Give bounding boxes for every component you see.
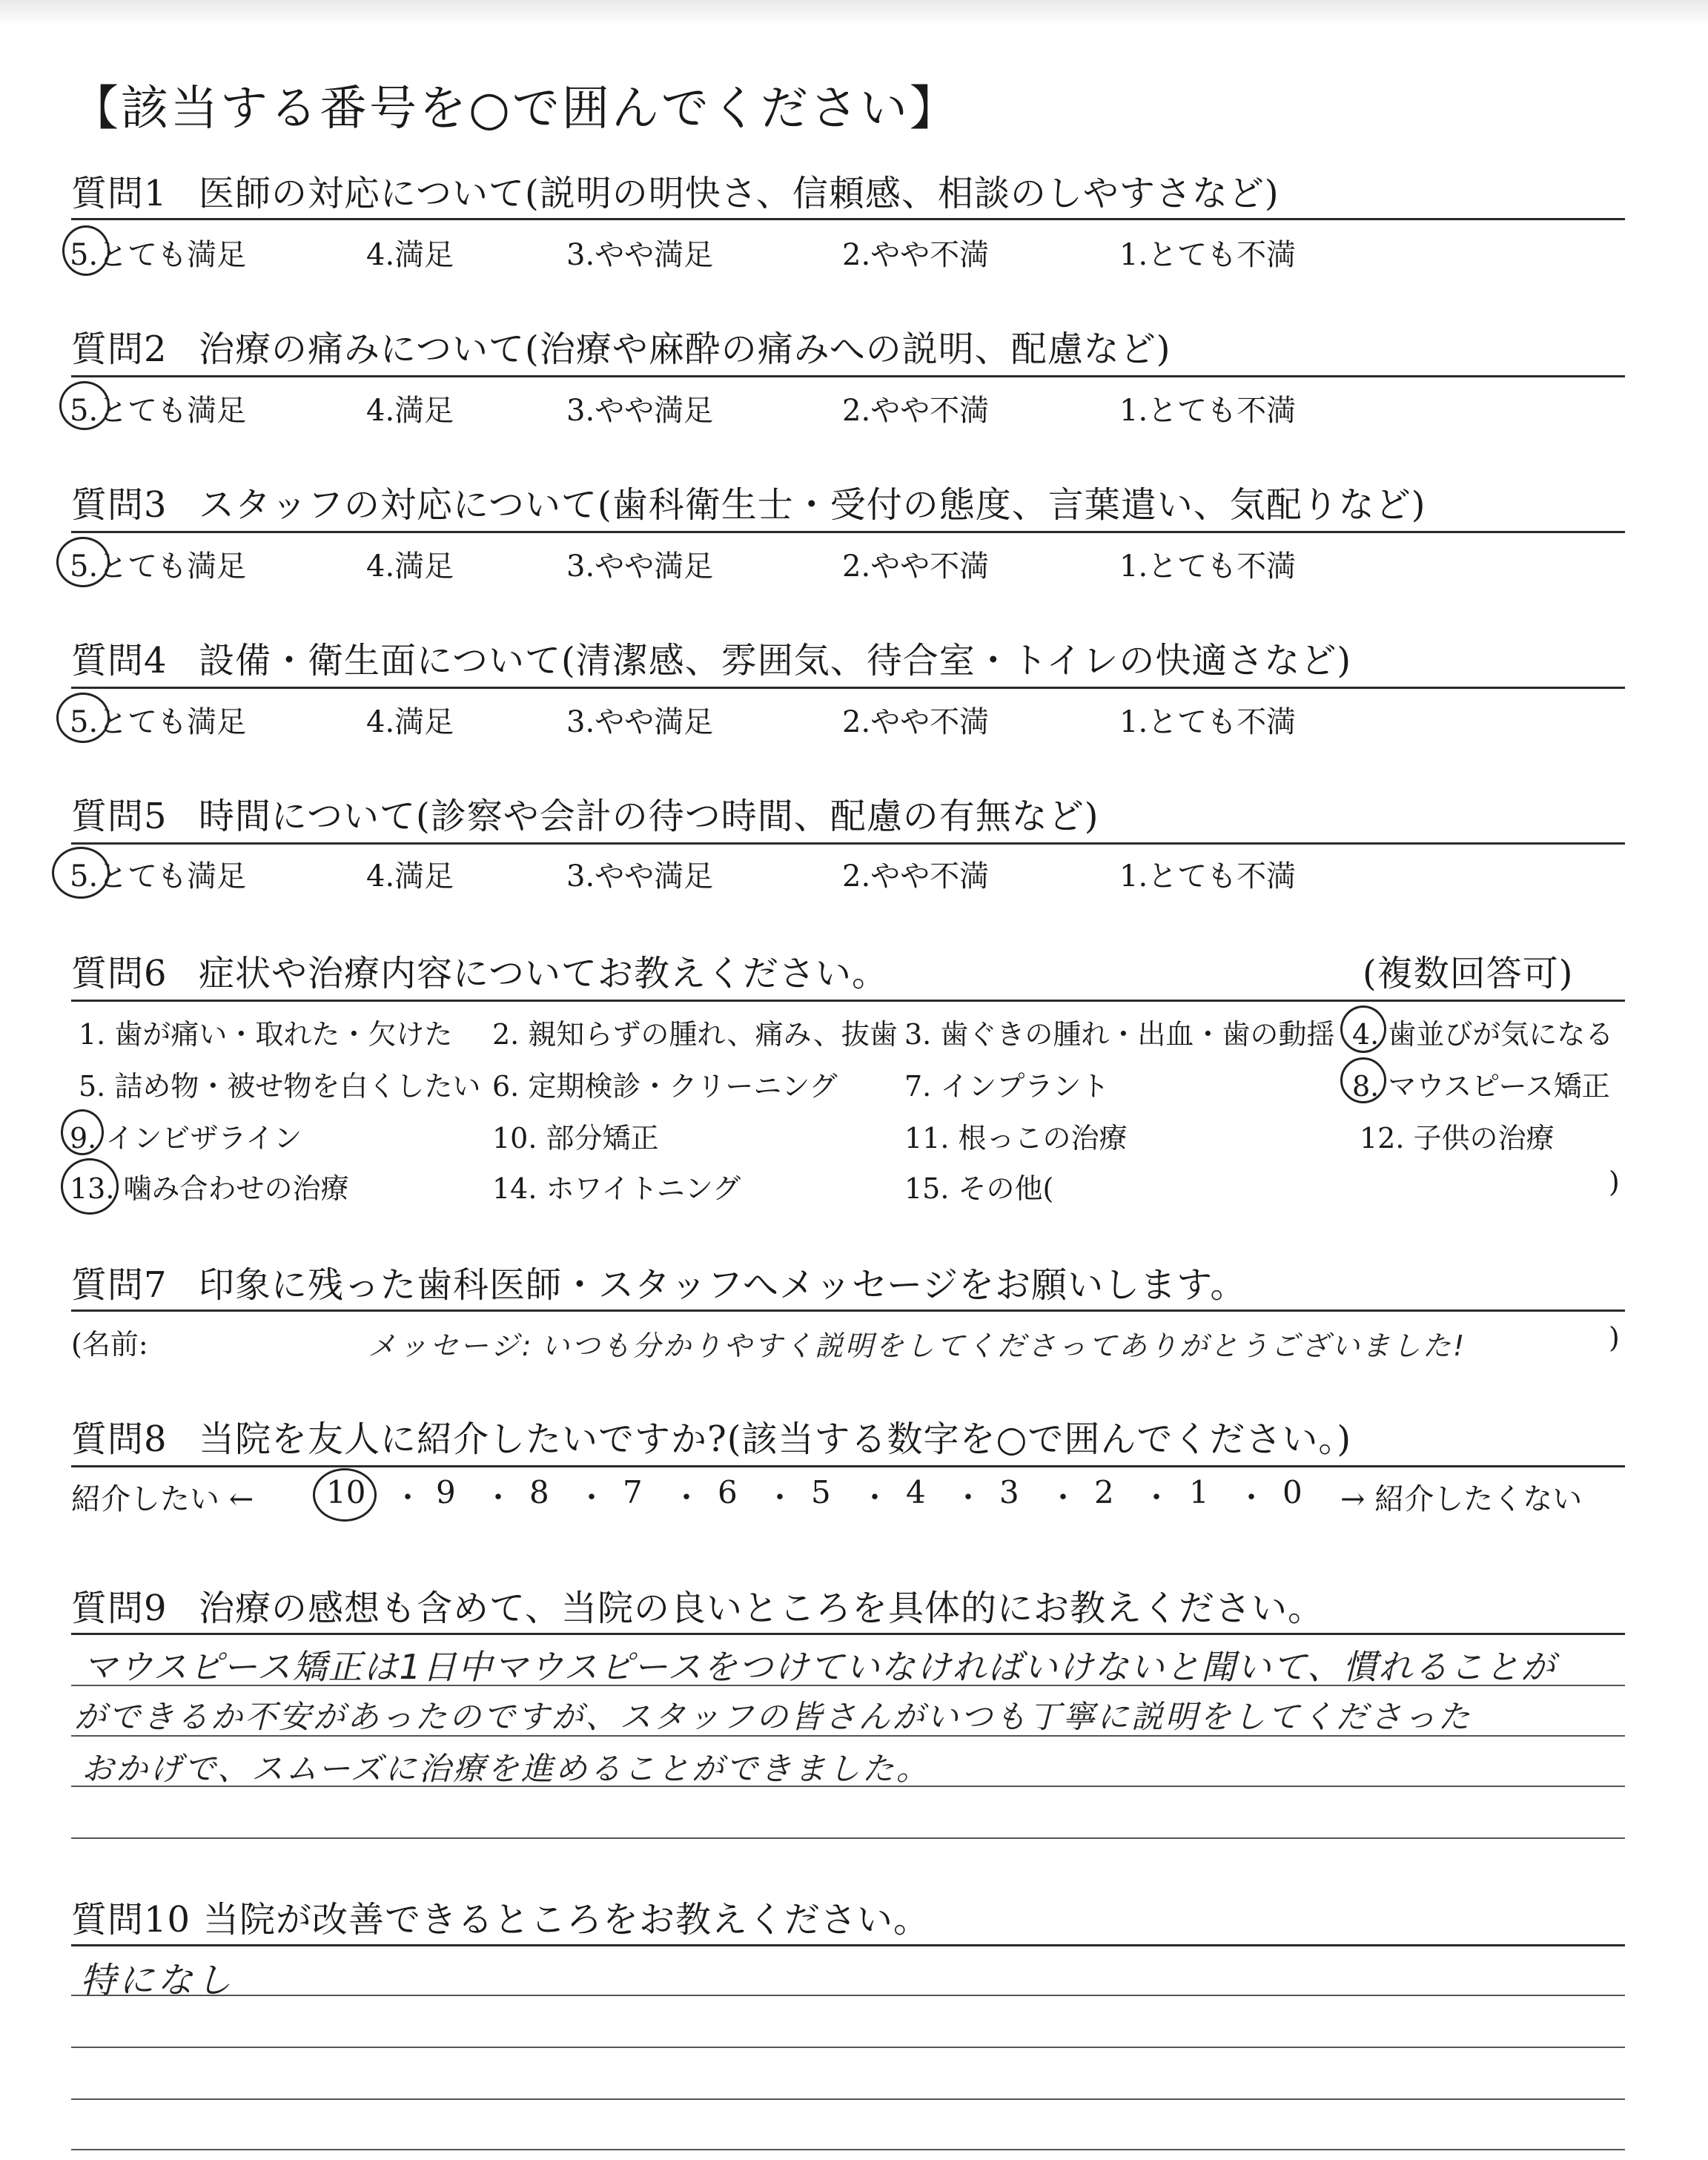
q9-answer-line-1: マウスピース矯正は1日中マウスピースをつけていなければいけないと聞いて、慣れることが [83, 1647, 1557, 1687]
question-9-number: 質問9 [71, 1588, 168, 1629]
q6-option-7[interactable]: 7. インプラント [904, 1070, 1110, 1103]
q4-option-4[interactable]: 4.満足 [366, 705, 454, 739]
q6-option-11[interactable]: 11. 根っこの治療 [904, 1122, 1128, 1155]
q8-scale-7[interactable]: 7 [623, 1474, 643, 1510]
q5-option-5[interactable]: 5.とても満足 [70, 859, 247, 894]
q6-option-1[interactable]: 1. 歯が痛い・取れた・欠けた [79, 1018, 453, 1051]
q3-option-3[interactable]: 3.やや満足 [566, 549, 714, 584]
q8-scale-1[interactable]: 1 [1189, 1474, 1209, 1510]
q7-close-paren: ) [1609, 1321, 1620, 1354]
q8-scale-2[interactable]: 2 [1094, 1474, 1114, 1510]
question-10-rule-2 [71, 1995, 1625, 1996]
q1-option-4[interactable]: 4.満足 [366, 238, 454, 272]
question-4-text: 設備・衛生面について(清潔感、雰囲気、待合室・トイレの快適さなど) [199, 640, 1352, 681]
question-7-number: 質問7 [71, 1264, 168, 1306]
question-10 [71, 1891, 930, 1942]
question-8-rule [71, 1465, 1625, 1467]
q8-selection-circle [313, 1468, 377, 1522]
q1-option-5[interactable]: 5.とても満足 [70, 238, 247, 272]
q8-scale-0[interactable]: 0 [1282, 1474, 1302, 1510]
q2-option-2[interactable]: 2.やや不満 [842, 394, 990, 428]
question-5-text: 時間について(診察や会計の待つ時間、配慮の有無など) [199, 796, 1099, 837]
q6-selection-circle-9 [61, 1109, 104, 1155]
question-6-rule [71, 1000, 1625, 1002]
q9-answer-line-2: ができるか不安があったのですが、スタッフの皆さんがいつも丁寧に説明をしてくださった [74, 1699, 1472, 1736]
question-7-text: 印象に残った歯科医師・スタッフへメッセージをお願いします。 [199, 1264, 1247, 1306]
question-3 [71, 476, 1426, 527]
question-3-number: 質問3 [71, 484, 168, 526]
question-2-rule [71, 375, 1625, 377]
q6-option-15[interactable]: 15. その他( [904, 1172, 1054, 1205]
q4-option-1[interactable]: 1.とても不満 [1119, 705, 1297, 739]
question-4-rule [71, 687, 1625, 689]
question-1-number: 質問1 [71, 173, 168, 214]
q6-option-8[interactable]: 8. マウスピース矯正 [1352, 1070, 1610, 1103]
question-1-rule [71, 218, 1625, 220]
q8-right-label: → 紹介したくない [1340, 1482, 1583, 1516]
q6-selection-circle-13 [61, 1158, 119, 1215]
question-3-text: スタッフの対応について(歯科衛生士・受付の態度、言葉遣い、気配りなど) [199, 484, 1426, 526]
q8-scale-4[interactable]: 4 [906, 1474, 926, 1510]
question-10-rule-1 [71, 1944, 1625, 1946]
question-10-rule-5 [71, 2149, 1625, 2150]
q8-scale-8[interactable]: 8 [529, 1474, 549, 1510]
q3-option-2[interactable]: 2.やや不満 [842, 549, 990, 584]
q6-option-10[interactable]: 10. 部分矯正 [492, 1122, 659, 1155]
q6-option-9[interactable]: 9. インビザライン [70, 1122, 302, 1155]
q7-message-label: メッセージ: [368, 1330, 534, 1362]
q3-option-1[interactable]: 1.とても不満 [1119, 549, 1297, 584]
q4-option-3[interactable]: 3.やや満足 [566, 705, 714, 739]
question-6-note: (複数回答可) [1363, 953, 1574, 994]
question-7 [71, 1256, 1246, 1307]
q8-scale-9[interactable]: 9 [436, 1474, 456, 1510]
question-7-rule [71, 1309, 1625, 1312]
question-5-rule [71, 842, 1625, 845]
q4-selection-circle [56, 693, 110, 743]
question-10-rule-3 [71, 2047, 1625, 2048]
q1-option-3[interactable]: 3.やや満足 [566, 238, 714, 272]
q6-option-14[interactable]: 14. ホワイトニング [492, 1172, 741, 1205]
q6-option-12[interactable]: 12. 子供の治療 [1360, 1122, 1555, 1155]
q7-name-label: (名前: [71, 1328, 148, 1361]
question-1 [71, 165, 1280, 216]
question-5-number: 質問5 [71, 796, 168, 837]
q5-option-3[interactable]: 3.やや満足 [566, 859, 714, 894]
q8-scale-10[interactable]: 10 [326, 1474, 366, 1510]
q4-option-5[interactable]: 5.とても満足 [70, 705, 247, 739]
q5-option-1[interactable]: 1.とても不満 [1119, 859, 1297, 894]
question-9-rule-5 [71, 1837, 1625, 1839]
question-3-rule [71, 531, 1625, 533]
q6-option-15-close: ) [1609, 1166, 1620, 1198]
q6-option-2[interactable]: 2. 親知らずの腫れ、痛み、抜歯 [492, 1018, 898, 1051]
instruction-header: 【該当する番号を○で囲んでください】 [71, 82, 959, 136]
question-8 [71, 1410, 1351, 1462]
q6-option-4[interactable]: 4. 歯並びが気になる [1352, 1018, 1614, 1051]
question-6 [71, 945, 888, 996]
q1-option-2[interactable]: 2.やや不満 [842, 238, 990, 272]
q10-answer: 特になし [80, 1960, 235, 2001]
q9-answer-line-3: おかげで、スムーズに治療を進めることができました。 [82, 1751, 930, 1788]
q3-option-4[interactable]: 4.満足 [366, 549, 454, 584]
question-2 [71, 320, 1171, 371]
question-9-rule-1 [71, 1633, 1625, 1635]
q5-option-2[interactable]: 2.やや不満 [842, 859, 990, 894]
question-10-rule-4 [71, 2098, 1625, 2100]
q8-scale-3[interactable]: 3 [999, 1474, 1019, 1510]
q3-selection-circle [56, 537, 110, 587]
q8-scale-6[interactable]: 6 [718, 1474, 738, 1510]
question-2-number: 質問2 [71, 328, 168, 370]
q7-message-handwritten: いつも分かりやすく説明をしてくださってありがとうございました! [541, 1330, 1467, 1362]
q3-option-5[interactable]: 5.とても満足 [70, 549, 247, 584]
question-6-number: 質問6 [71, 953, 168, 994]
question-9-text: 治療の感想も含めて、当院の良いところを具体的にお教えください。 [199, 1588, 1325, 1629]
question-4 [71, 632, 1351, 683]
q6-option-6[interactable]: 6. 定期検診・クリーニング [492, 1070, 838, 1103]
q5-selection-circle [52, 847, 110, 899]
question-9 [71, 1579, 1324, 1631]
question-4-number: 質問4 [71, 640, 168, 681]
question-5 [71, 787, 1099, 839]
q6-selection-circle-4 [1340, 1005, 1386, 1053]
q2-selection-circle [59, 381, 110, 430]
q6-option-13[interactable]: 13. 噛み合わせの治療 [70, 1172, 349, 1205]
q8-left-label: 紹介したい ← [71, 1482, 254, 1516]
scan-top-edge [0, 0, 1708, 25]
question-1-text: 医師の対応について(説明の明快さ、信頼感、相談のしやすさなど) [199, 173, 1280, 214]
q2-option-1[interactable]: 1.とても不満 [1119, 394, 1297, 428]
q5-option-4[interactable]: 4.満足 [366, 859, 454, 894]
q1-option-1[interactable]: 1.とても不満 [1119, 238, 1297, 272]
q1-selection-circle [62, 225, 110, 276]
question-10-text: 当院が改善できるところをお教えください。 [203, 1899, 930, 1941]
question-8-number: 質問8 [71, 1418, 168, 1460]
question-10-number: 質問10 [71, 1899, 191, 1941]
q8-scale-5[interactable]: 5 [811, 1474, 831, 1510]
q6-option-5[interactable]: 5. 詰め物・被せ物を白くしたい [79, 1070, 481, 1103]
q4-option-2[interactable]: 2.やや不満 [842, 705, 990, 739]
q2-option-4[interactable]: 4.満足 [366, 394, 454, 428]
question-6-text: 症状や治療内容についてお教えください。 [199, 953, 889, 994]
q6-option-3[interactable]: 3. 歯ぐきの腫れ・出血・歯の動揺 [904, 1018, 1335, 1051]
question-8-text: 当院を友人に紹介したいですか?(該当する数字を○で囲んでください。) [199, 1418, 1352, 1460]
question-2-text: 治療の痛みについて(治療や麻酔の痛みへの説明、配慮など) [199, 328, 1171, 370]
q2-option-3[interactable]: 3.やや満足 [566, 394, 714, 428]
q6-selection-circle-8 [1340, 1057, 1386, 1103]
q2-option-5[interactable]: 5.とても満足 [70, 394, 247, 428]
